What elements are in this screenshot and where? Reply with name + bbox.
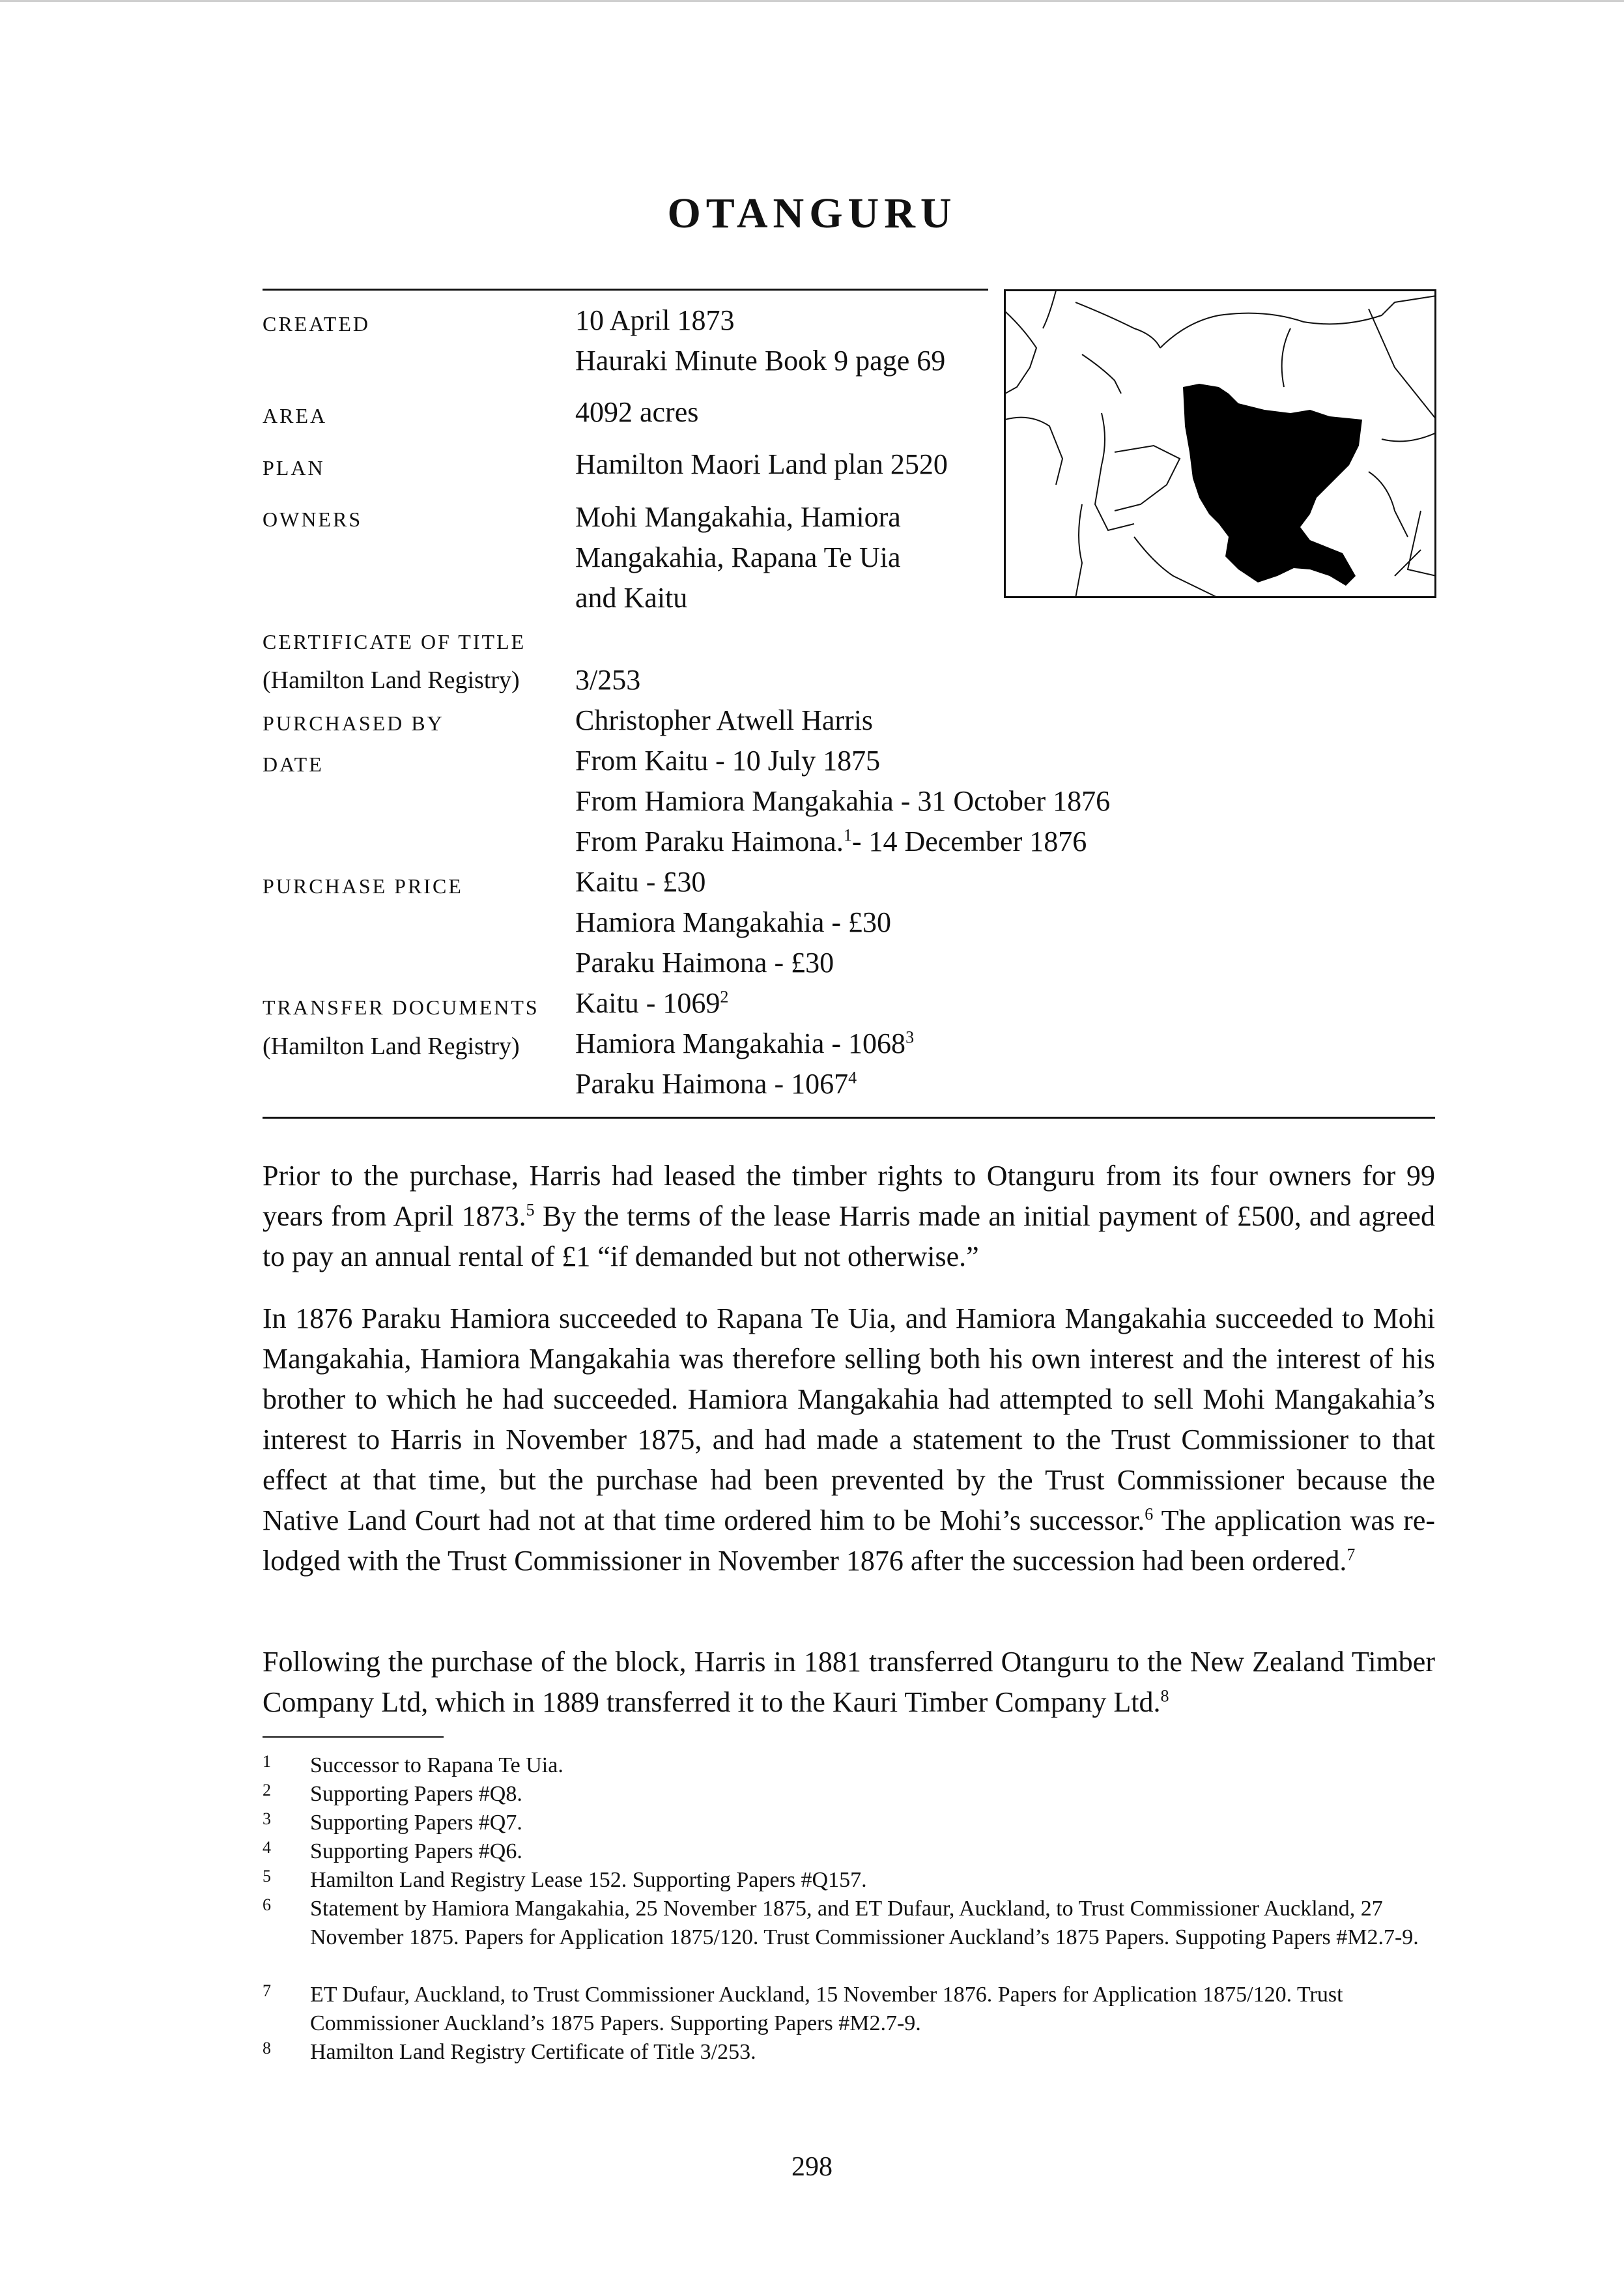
table-top-rule bbox=[263, 289, 988, 291]
transfer-line bbox=[575, 1024, 914, 1064]
page-number: 298 bbox=[791, 2152, 833, 2182]
footnote-text: Successor to Rapana Te Uia. bbox=[310, 1753, 563, 1777]
scan-edge bbox=[0, 0, 1624, 2]
paragraph-text: Prior to the purchase, Harris had leased the timber rights to Otanguru from its four owners for 99 years from April 1873. bbox=[263, 1160, 1435, 1232]
footnote-ref: 6 bbox=[1145, 1504, 1154, 1524]
locator-map bbox=[1004, 289, 1436, 598]
date-line: From Hamiora Mangakahia - 31 October 1876 bbox=[575, 785, 1111, 817]
owners-label: OWNERS bbox=[263, 508, 363, 531]
footnote-ref: 2 bbox=[720, 987, 729, 1007]
paragraph bbox=[263, 1298, 1435, 1581]
purchased-value: Christopher Atwell Harris bbox=[575, 704, 874, 736]
date-label: DATE bbox=[263, 753, 324, 776]
footnote-ref: 3 bbox=[905, 1027, 915, 1047]
date-value: - 14 December 1876 bbox=[851, 825, 1087, 857]
owners-line: and Kaitu bbox=[575, 582, 688, 614]
paragraph-text: Following the purchase of the block, Harris in 1881 transferred Otanguru to the New Zealand Timber Company Ltd, which in 1889 transferred it to the Kauri Timber Company Ltd. bbox=[263, 1646, 1435, 1718]
footnote-ref: 1 bbox=[843, 825, 852, 845]
footnote-text: Hamilton Land Registry Lease 152. Supporting Papers #Q157. bbox=[310, 1868, 867, 1892]
footnote-text: Statement by Hamiora Mangakahia, 25 November 1875, and ET Dufaur, Auckland, to Trust Commissioner Auckland, 27 November 1875. Papers for Application 1875/120. Trust Commissioner Auckland’s 1875 Papers. Suppoting Papers #M2.7-9. bbox=[310, 1897, 1419, 1949]
footnote-rule bbox=[263, 1736, 444, 1738]
footnote-number: 7 bbox=[263, 1981, 271, 2000]
transfer-label: TRANSFER DOCUMENTS bbox=[263, 996, 539, 1019]
price-line: Hamiora Mangakahia - £30 bbox=[575, 906, 892, 938]
paragraph bbox=[263, 1642, 1435, 1723]
paragraph-text: By the terms of the lease Harris made an initial payment of £500, and agreed to pay an annual rental of £1 “if demanded but not otherwise.” bbox=[263, 1200, 1435, 1272]
date-seller: From Paraku Haimona. bbox=[575, 825, 844, 857]
certificate-registry: (Hamilton Land Registry) bbox=[263, 667, 520, 694]
transfer-doc: Paraku Haimona - 1067 bbox=[575, 1068, 849, 1100]
date-line bbox=[575, 822, 1087, 862]
footnote-text: ET Dufaur, Auckland, to Trust Commissioner Auckland, 15 November 1876. Papers for Application 1875/120. Trust Commissioner Auckland’s 1875 Papers. Supporting Papers #M2.7-9. bbox=[310, 1983, 1343, 2035]
plan-value: Hamilton Maori Land plan 2520 bbox=[575, 448, 948, 480]
certificate-label: CERTIFICATE OF TITLE bbox=[263, 630, 526, 653]
footnote-text: Supporting Papers #Q7. bbox=[310, 1811, 522, 1835]
footnote-number: 4 bbox=[263, 1838, 271, 1857]
transfer-line bbox=[575, 1064, 857, 1104]
footnote-ref: 7 bbox=[1346, 1545, 1356, 1564]
footnote-number: 5 bbox=[263, 1867, 271, 1886]
owners-line: Mangakahia, Rapana Te Uia bbox=[575, 541, 901, 573]
price-line: Kaitu - £30 bbox=[575, 866, 706, 898]
paragraph-text: In 1876 Paraku Hamiora succeeded to Rapana Te Uia, and Hamiora Mangakahia succeeded to Mohi Mangakahia, Hamiora Mangakahia was therefore selling both his own interest and the interest of his brother to which he had succeeded. Hamiora Mangakahia had attempted to sell Mohi Mangakahia’s interest to Harris in November 1875, and had made a statement to the Trust Commissioner to that effect at that time, but the purchase had been prevented by the Trust Commissioner because the Native Land Court had not at that time ordered him to be Mohi’s successor. bbox=[263, 1302, 1435, 1536]
plan-label: PLAN bbox=[263, 456, 325, 480]
price-label: PURCHASE PRICE bbox=[263, 874, 463, 898]
footnote-ref: 8 bbox=[1160, 1686, 1169, 1706]
price-line: Paraku Haimona - £30 bbox=[575, 947, 834, 979]
transfer-doc: Hamiora Mangakahia - 1068 bbox=[575, 1027, 906, 1059]
footnote-text: Supporting Papers #Q6. bbox=[310, 1839, 522, 1863]
footnote-number: 3 bbox=[263, 1809, 271, 1828]
footnote-ref: 4 bbox=[848, 1068, 857, 1087]
footnote-ref: 5 bbox=[526, 1200, 535, 1220]
footnote-number: 8 bbox=[263, 2039, 271, 2058]
created-date: 10 April 1873 bbox=[575, 304, 735, 336]
transfer-doc: Kaitu - 1069 bbox=[575, 987, 720, 1019]
footnote-number: 2 bbox=[263, 1781, 271, 1800]
owners-line: Mohi Mangakahia, Hamiora bbox=[575, 501, 901, 533]
paragraph bbox=[263, 1156, 1435, 1277]
page-title: OTANGURU bbox=[667, 190, 957, 237]
created-ref: Hauraki Minute Book 9 page 69 bbox=[575, 345, 946, 377]
area-label: AREA bbox=[263, 404, 328, 427]
paragraph-text: The application was re-lodged with the Trust Commissioner in November 1876 after the succession had been ordered. bbox=[263, 1504, 1435, 1577]
transfer-registry: (Hamilton Land Registry) bbox=[263, 1033, 520, 1060]
footnote-text: Hamilton Land Registry Certificate of Title 3/253. bbox=[310, 2040, 756, 2064]
footnote-number: 6 bbox=[263, 1895, 271, 1914]
table-bottom-rule bbox=[263, 1117, 1435, 1119]
created-label: CREATED bbox=[263, 312, 370, 336]
footnote-number: 1 bbox=[263, 1752, 271, 1771]
transfer-line bbox=[575, 983, 728, 1024]
purchased-label: PURCHASED BY bbox=[263, 711, 444, 735]
footnote-text: Supporting Papers #Q8. bbox=[310, 1782, 522, 1806]
area-value: 4092 acres bbox=[575, 396, 699, 428]
certificate-value: 3/253 bbox=[575, 664, 641, 696]
date-line: From Kaitu - 10 July 1875 bbox=[575, 745, 881, 777]
